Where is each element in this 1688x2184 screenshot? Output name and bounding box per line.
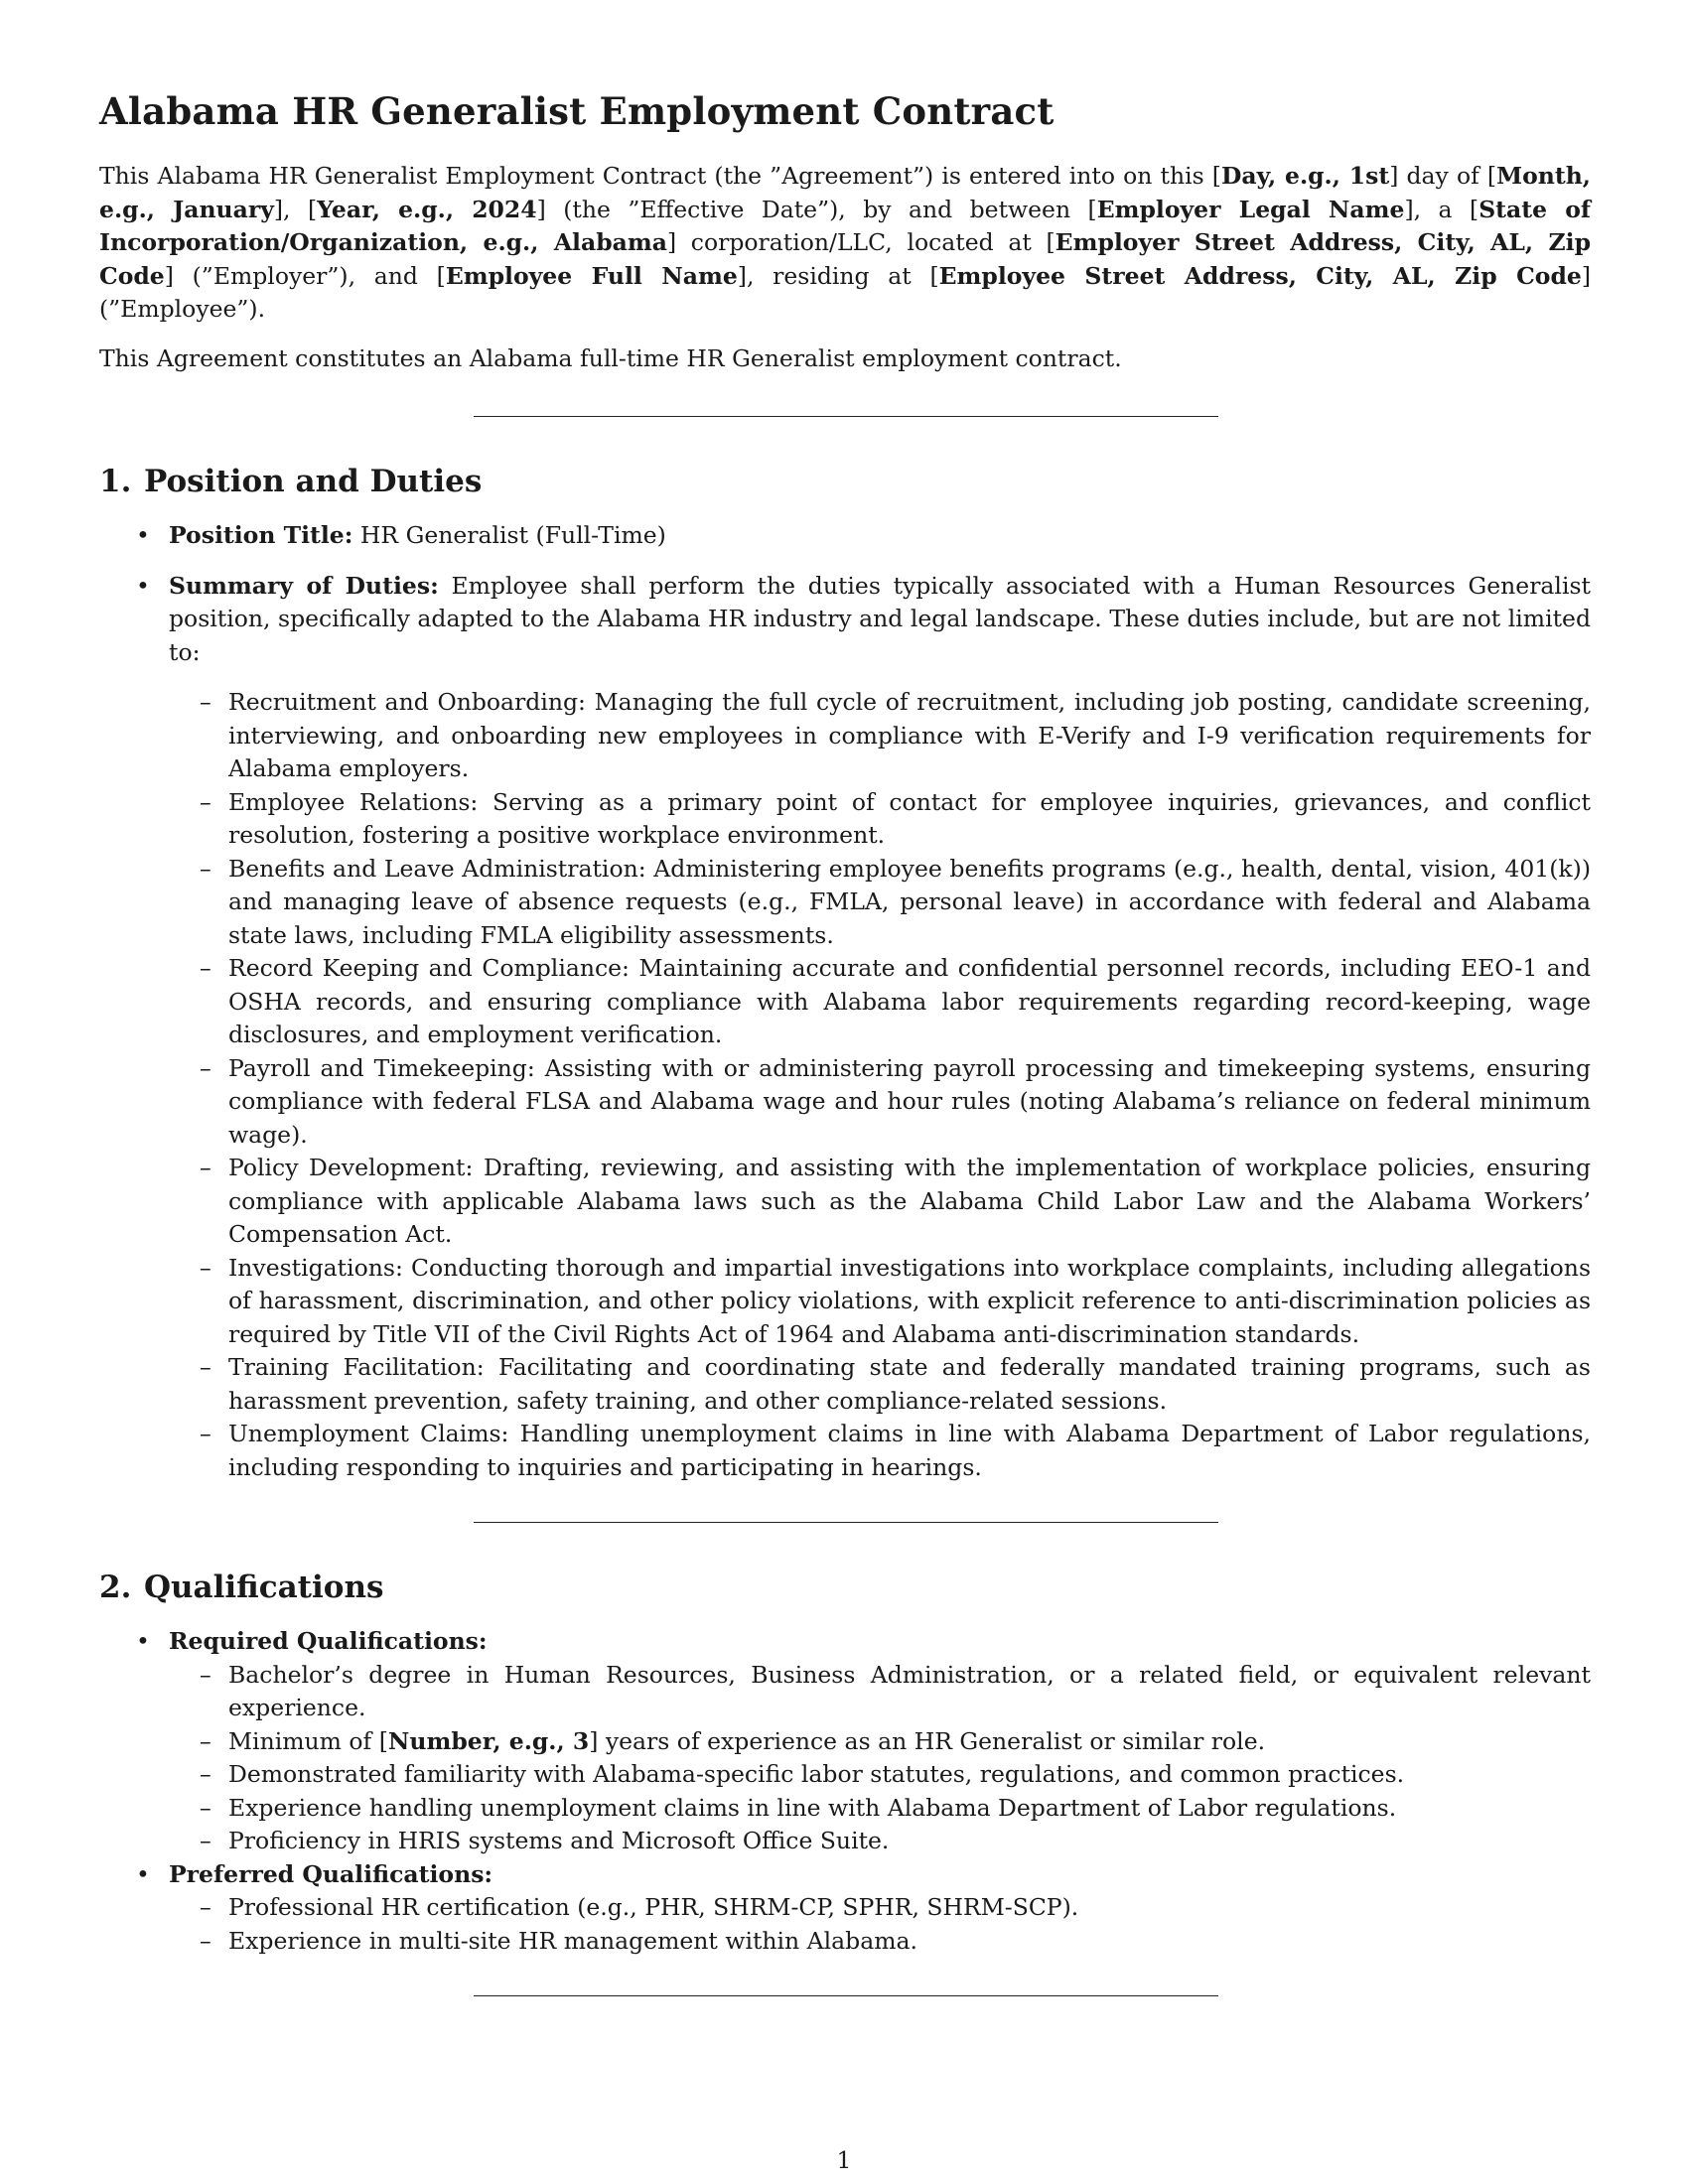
summary-text: Employee shall perform the duties typically associated with a Human Resources Generalist position, specifically adapted to the Alabama HR industry and legal landscape. These duties include, but are not limited to: [169, 571, 1591, 666]
year-placeholder: Year, e.g., 2024 [317, 195, 537, 223]
duty-item: – Record Keeping and Compliance: Maintaining accurate and confidential personnel records, including EEO-1 and OSHA records, and ensuring compliance with Alabama labor requirements regarding record-keeping, wage disclosures, and employment verification. [169, 952, 1591, 1052]
section-1-heading [99, 464, 482, 499]
intro-text: ] (”Employer”), and [ [164, 261, 446, 290]
list-item [99, 570, 1591, 1485]
intro-text: ] corporation/LLC, located at [ [666, 228, 1055, 256]
day-placeholder: Day, e.g., 1st [1220, 162, 1390, 190]
agreement-statement: This Agreement constitutes an Alabama full-time HR Generalist employment contract. [99, 344, 1122, 372]
section-number: 2. [99, 1570, 132, 1605]
duty-item: – Benefits and Leave Administration: Administering employee benefits programs (e.g., health, dental, vision, 401(k)) and managing leave of absence requests (e.g., FMLA, personal leave) in accordance with federal and Alabama state laws, including FMLA eligibility assessments. [169, 853, 1591, 953]
position-duties-list [99, 519, 1591, 1484]
employer-name-placeholder: Employer Legal Name [1096, 195, 1405, 223]
qualification-item: – Experience in multi-site HR management within Alabama. [169, 1925, 1591, 1959]
duties-list [169, 686, 1591, 1484]
duty-item: – Policy Development: Drafting, reviewing, and assisting with the implementation of workplace policies, ensuring compliance with applicable Alabama laws such as the Alabama Child Labor Law and the Alabama Workers’ Compensation Act. [169, 1152, 1591, 1252]
section-2-heading [99, 1570, 383, 1605]
required-qualifications-label: Required Qualifications: [169, 1627, 488, 1655]
required-qualifications-list [169, 1659, 1591, 1858]
qualifications-list [99, 1625, 1591, 1958]
position-title-label: Position Title: [169, 521, 353, 549]
intro-text: ], residing at [ [737, 261, 939, 290]
duty-item: – Recruitment and Onboarding: Managing the full cycle of recruitment, including job posting, candidate screening, interviewing, and onboarding new employees in compliance with E-Verify and I-9 verification requirements for Alabama employers. [169, 686, 1591, 786]
qualification-item: – Professional HR certification (e.g., PHR, SHRM-CP, SPHR, SHRM-SCP). [169, 1891, 1591, 1925]
qualification-item [169, 1725, 1591, 1759]
duty-item: – Unemployment Claims: Handling unemployment claims in line with Alabama Department of Labor regulations, including responding to inquiries and participating in hearings. [169, 1418, 1591, 1484]
month-placeholder: Month, e.g., January [99, 162, 1591, 223]
state-placeholder: State of Incorporation/Organization, e.g., Alabama [99, 195, 1592, 256]
qualification-item: – Experience handling unemployment claims in line with Alabama Department of Labor regulations. [169, 1792, 1591, 1826]
section-title: Qualifications [144, 1570, 384, 1605]
intro-text: ], [ [273, 195, 318, 223]
section-number: 1. [99, 464, 132, 499]
employer-address-placeholder: Employer Street Address, City, AL, Zip Code [99, 228, 1591, 290]
list-item [99, 1858, 1591, 1959]
document-title: Alabama HR Generalist Employment Contract [99, 89, 1055, 133]
duty-item: – Employee Relations: Serving as a primary point of contact for employee inquiries, grievances, and conflict resolution, fostering a positive workplace environment. [169, 786, 1591, 853]
summary-label: Summary of Duties: [169, 571, 439, 600]
intro-text: ] day of [ [1389, 162, 1497, 190]
section-title: Position and Duties [144, 464, 483, 499]
years-placeholder: Number, e.g., 3 [387, 1726, 590, 1755]
intro-text: This Alabama HR Generalist Employment Contract (the ”Agreement”) is entered into on this [ [99, 162, 1221, 190]
intro-paragraph [99, 160, 1591, 327]
duty-item: – Payroll and Timekeeping: Assisting with or administering payroll processing and timekeeping systems, ensuring compliance with federal FLSA and Alabama wage and hour rules (noting Alabama’s reliance on federal minimum wage). [169, 1052, 1591, 1153]
list-item [99, 519, 1591, 553]
page-number: 1 [836, 2146, 852, 2174]
position-title-value: HR Generalist (Full-Time) [359, 521, 666, 549]
preferred-qualifications-list [169, 1891, 1591, 1958]
qualification-item: – Proficiency in HRIS systems and Microsoft Office Suite. [169, 1825, 1591, 1858]
intro-text: ] (”Employee”). [99, 261, 1592, 323]
document-page [99, 0, 1591, 2184]
list-item [99, 1625, 1591, 1858]
employee-address-placeholder: Employee Street Address, City, AL, Zip Code [938, 261, 1582, 290]
section-divider [474, 1995, 1218, 1996]
employee-name-placeholder: Employee Full Name [445, 261, 738, 290]
qualification-text: ] years of experience as an HR Generalist or similar role. [589, 1726, 1266, 1755]
intro-text: ] (the ”Effective Date”), by and between [ [536, 195, 1097, 223]
duty-item: – Training Facilitation: Facilitating and coordinating state and federally mandated training programs, such as harassment prevention, safety training, and other compliance-related sessions. [169, 1351, 1591, 1418]
section-divider [474, 1522, 1218, 1523]
intro-text: ], a [ [1404, 195, 1479, 223]
preferred-qualifications-label: Preferred Qualifications: [169, 1859, 493, 1888]
qualification-item: – Bachelor’s degree in Human Resources, Business Administration, or a related field, or equivalent relevant experience. [169, 1659, 1591, 1725]
qualification-item: – Demonstrated familiarity with Alabama-specific labor statutes, regulations, and common practices. [169, 1758, 1591, 1792]
qualification-text: Minimum of [ [228, 1726, 388, 1755]
section-divider [474, 416, 1218, 417]
duty-item: – Investigations: Conducting thorough and impartial investigations into workplace complaints, including allegations of harassment, discrimination, and other policy violations, with explicit reference to anti-discrimination policies as required by Title VII of the Civil Rights Act of 1964 and Alabama anti-discrimination standards. [169, 1252, 1591, 1352]
